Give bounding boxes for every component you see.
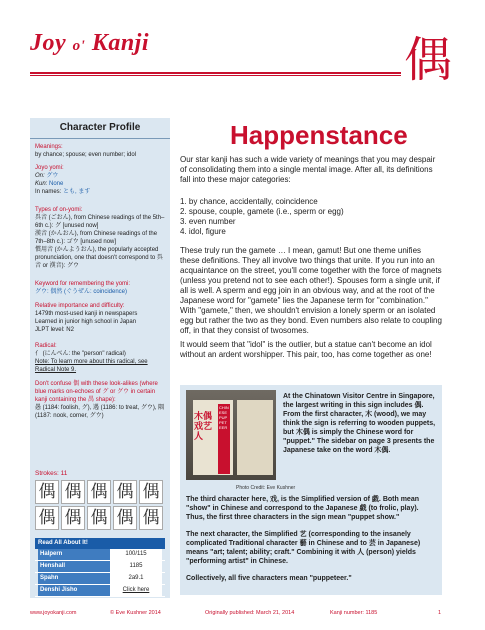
footer-kanji-number: Kanji number: 1185 <box>330 610 378 616</box>
ref-value: 2a9.1 <box>110 573 162 584</box>
names-value: とも, ます <box>63 189 91 195</box>
keyword-label: Keyword for remembering the yomi: <box>35 281 131 287</box>
box-paragraph-2: The next character, the Simplified 艺 (corresponding to the insanely complicated Traditional character 藝 in Chinese and to 芸 in Japanese) means "art; talent; ability; craft." Combining it with 人 (person) yields "performing artist" in Chinese. <box>186 531 421 565</box>
radical-section <box>35 342 167 374</box>
radical-value: 亻 (にんべん: the "person" radical) <box>35 351 126 357</box>
types-label: Types of on-yomi: <box>35 207 83 213</box>
ref-row-spahn <box>35 573 165 585</box>
confuse-list: 愚 (1184: foolish, グ), 遇 (1186: to treat, グウ), 隅 (1187: nook, corner, グウ) <box>35 405 165 419</box>
stroke-step-3: 偶 <box>87 480 111 504</box>
footer-page-number: 1 <box>438 610 442 616</box>
on-value: グウ <box>46 173 59 179</box>
stroke-step-1: 偶 <box>35 480 59 504</box>
profile-title: Character Profile <box>30 118 170 139</box>
radical-label: Radical: <box>35 343 57 349</box>
types-line-3: 慣用音 (かんようおん), the popularly accepted pronunciation, one that doesn't correspond to 呉音 or 漢音): グウ <box>35 247 163 269</box>
sign-chinese-characters: 木偶戏艺人 <box>194 412 213 442</box>
box-paragraph-3: Collectively, all five characters mean "puppeteer." <box>186 575 352 582</box>
stroke-step-8: 偶 <box>87 506 111 530</box>
stroke-step-4: 偶 <box>113 480 137 504</box>
photo-caption: At the Chinatown Visitor Centre in Singapore, the largest writing in this sign includes 偶. From the first character, 木 (wood), we may think the sign is referring to wooden puppets, but 木偶 is simply the Chinese word for "puppet." The sidebar on page 3 presents the Japanese take on the word 木偶. <box>283 393 436 454</box>
frequency-line-1: 1479th most-used kanji in newspapers <box>35 311 138 317</box>
types-line-1: 呉音 (ごおん), from Chinese readings of the 5th–6th c.): グ [unused now] <box>35 215 165 229</box>
joyo-label: Joyo yomi: <box>35 165 64 171</box>
body-paragraph-3: It would seem that "idol" is the outlier, but a statue can't become an idol without an ardent worshipper. This pair, too, has come together as one! <box>180 340 432 359</box>
ref-value: 100/115 <box>110 549 162 560</box>
ref-row-halpern <box>35 549 165 561</box>
references-table <box>35 538 165 596</box>
denshi-jisho-link[interactable]: Click here <box>110 585 162 596</box>
references-title: Read All About It! <box>35 538 165 549</box>
meanings-value: by chance; spouse; even number; idol <box>35 152 137 158</box>
keyword-section <box>35 280 167 296</box>
list-item: 1. by chance, accidentally, coincidence <box>180 197 318 206</box>
featured-kanji: 偶 <box>404 32 453 88</box>
photo-credit: Photo Credit: Eve Kushner <box>236 485 296 491</box>
frequency-label: Relative importance and difficulty: <box>35 303 125 309</box>
article-title: Happenstance <box>230 120 408 150</box>
header-rule-thin <box>30 75 440 76</box>
ref-row-henshall <box>35 561 165 573</box>
category-list <box>180 197 442 237</box>
footer-published: Originally published: March 21, 2014 <box>205 610 295 616</box>
strokes-label: Strokes: 11 <box>35 470 68 477</box>
logo-word-o: o' <box>72 38 86 54</box>
stroke-step-10: 偶 <box>139 506 163 530</box>
meanings-label: Meanings: <box>35 144 63 150</box>
intro-paragraph: Our star kanji has such a wide variety of meanings that you may despair of consolidating them into a single mental image. After all, its definitions fall into these major categories: <box>180 155 436 184</box>
body-paragraph-2: These truly run the gamete … I mean, gamut! But one theme unifies these definitions. They all involve two things that unite. If you run into an acquaintance on the street, you'll come together with the force of magnets (unless you pretend not to see each other!). Spouses form a single unit, if all is well. A sperm and egg join in an obvious way, and at the root of the Japanese word for "gamete" lies the Japanese term for "combination." With "gamete," then, we shouldn't envision a lonely sperm or an isolated egg but rather the two as they bond. Even numbers also relate to coupling off, in that they consist of twosomes. <box>180 246 442 335</box>
kun-row <box>35 180 167 188</box>
box-paragraph-1: The third character here, 戏, is the Simplified version of 戯. Both mean "show" in Chinese and correspond to the Japanese 戯 (to frolic, play). Thus, the first three characters in the sign mean "puppet show." <box>186 496 419 521</box>
stroke-step-2: 偶 <box>61 480 85 504</box>
sign-fine-print <box>237 400 273 475</box>
confuse-section <box>35 380 167 420</box>
frequency-line-3: JLPT level: N2 <box>35 327 74 333</box>
names-row <box>35 188 167 196</box>
kun-label: Kun: <box>35 181 48 187</box>
on-row <box>35 172 167 180</box>
confuse-label: Don't confuse 偶 with these look-alikes (where blue marks on-echoes of グ or グウ in certain kanji containing the 禺 shape): <box>35 381 158 403</box>
joyo-yomi-section <box>35 164 167 196</box>
frequency-section <box>35 302 167 334</box>
types-line-2: 漢音 (かんおん), from Chinese readings of the 7th–8th c.): ゴウ [unused now] <box>35 231 158 245</box>
keyword-value: グウ: 偶然 (ぐうぜん: coincidence) <box>35 289 128 295</box>
list-item: 3. even number <box>180 217 236 226</box>
ref-key: Henshall <box>38 561 110 572</box>
stroke-step-9: 偶 <box>113 506 137 530</box>
radical-note-link[interactable]: Note: To learn more about this radical, see Radical Note 9. <box>35 359 148 373</box>
meanings-section <box>35 143 167 159</box>
stroke-step-5: 偶 <box>139 480 163 504</box>
footer-copyright: © Eve Kushner 2014 <box>110 610 161 616</box>
names-label: In names: <box>35 189 62 195</box>
ref-key: Spahn <box>38 573 110 584</box>
ref-key: Halpern <box>38 549 110 560</box>
ref-value: 1185 <box>110 561 162 572</box>
list-item: 4. idol, figure <box>180 227 226 236</box>
stroke-step-7: 偶 <box>61 506 85 530</box>
header-rule <box>30 72 440 74</box>
footer-site-link[interactable]: www.joyokanji.com <box>30 610 77 616</box>
sign-side-text: CHINESE PUPPETEER <box>219 405 229 430</box>
on-label: On: <box>35 173 45 179</box>
ref-key: Denshi Jisho <box>38 585 110 596</box>
frequency-line-2: Learned in junior high school in Japan <box>35 319 137 325</box>
ref-row-denshi-jisho <box>35 585 165 597</box>
stroke-step-6: 偶 <box>35 506 59 530</box>
types-section <box>35 206 167 270</box>
list-item: 2. spouse, couple, gamete (i.e., sperm or egg) <box>180 207 344 216</box>
logo-word-kanji: Kanji <box>91 30 150 56</box>
logo-word-joy: Joy <box>30 30 67 56</box>
site-logo[interactable] <box>30 30 149 57</box>
kun-value: None <box>49 181 64 187</box>
